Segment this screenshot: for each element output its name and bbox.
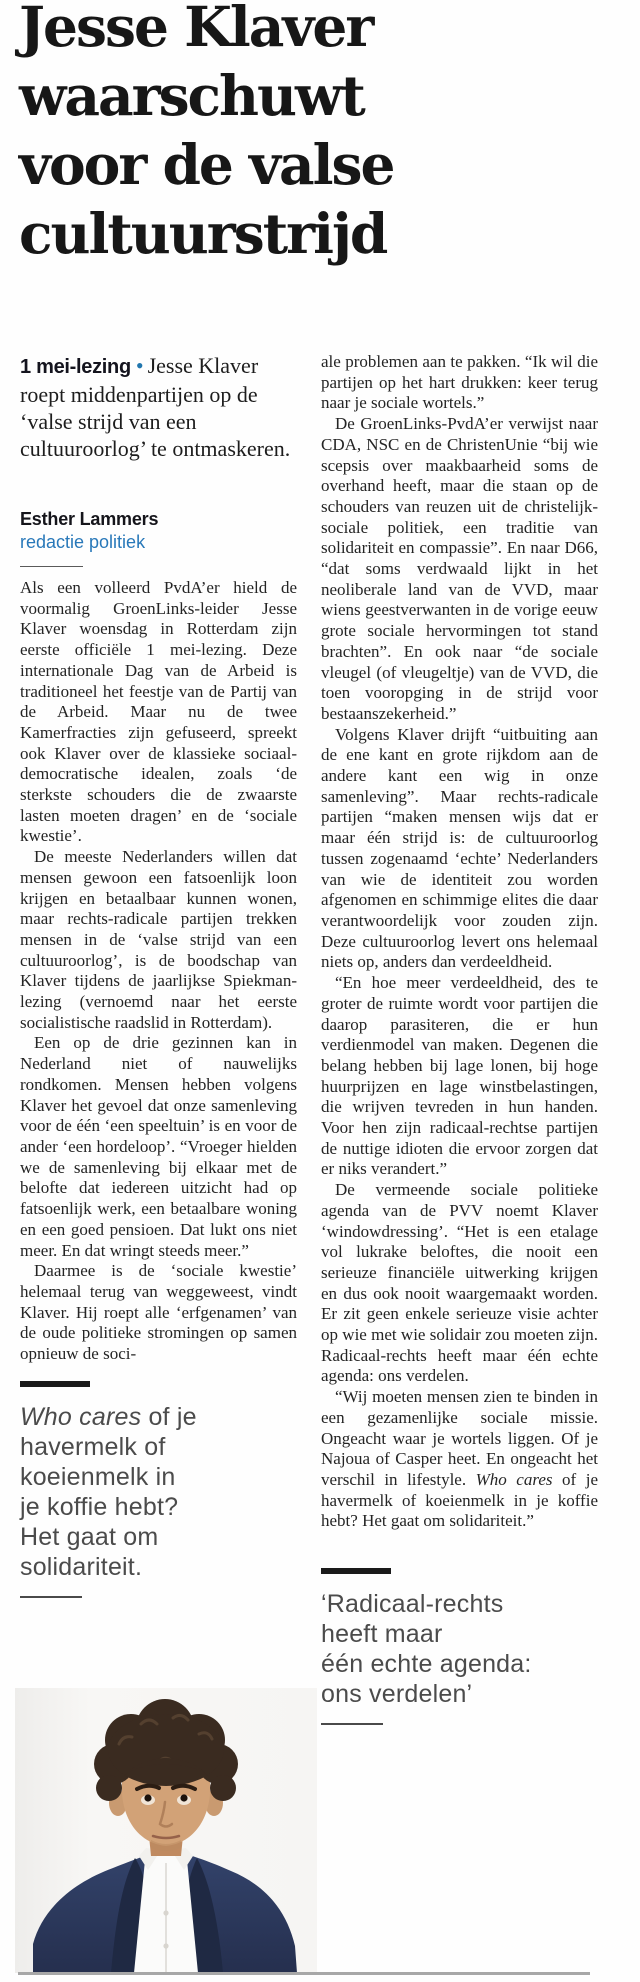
article-body-right bbox=[321, 352, 598, 1532]
pullquote-line: Who cares of je bbox=[20, 1402, 197, 1431]
pullquote-line: ‘Radicaal-rechts bbox=[321, 1590, 504, 1619]
pullquote-text bbox=[321, 1589, 598, 1709]
body-paragraph: De meeste Nederlanders willen dat mensen gewoon een fatsoenlijk loon krijgen en betaalbaar kunnen wonen, maar rechts-radicale partijen trekken mensen in de ‘valse strijd van een cultuuroorlog’, is de boodschap van Klaver tijdens de jaarlijkse Spiekman-lezing (vernoemd naar het eerste socialistische raadslid in Rotterdam). bbox=[20, 847, 297, 1032]
pullquote-rule-top bbox=[20, 1381, 90, 1387]
headline-line-3: voor de valse bbox=[19, 132, 394, 197]
pullquote-main bbox=[20, 1381, 297, 1598]
kicker-bullet: • bbox=[135, 353, 144, 378]
article-column-left bbox=[20, 352, 297, 1598]
headline-line-4: cultuurstrijd bbox=[19, 201, 387, 266]
body-paragraph: “En hoe meer verdeeldheid, des te groter de ruimte wordt voor partijen die daarop parasiteren, die er hun verdienmodel van maken. Degenen die belang hebben bij lage lonen, bij hoge huurprijzen en lage winstbelastingen, die wrijven tevreden in hun handen. Voor hen zijn radicaal-rechtse partijen de nuttige idioten die ervoor zorgen dat er niks verandert.” bbox=[321, 973, 598, 1179]
byline-rule bbox=[20, 566, 83, 567]
pullquote-line: je koffie hebt? bbox=[20, 1492, 179, 1521]
jesse-klaver-photo bbox=[15, 1688, 317, 1973]
body-paragraph: De GroenLinks-PvdA’er verwijst naar CDA, NSC en de ChristenUnie “bij wie scepsis over maakbaarheid soms de overhand heeft, maar die staan op de schouders van reuzen uit de christelijk-sociale politiek, een traditie van solidariteit en compassie”. En naar D66, “dat soms verdwaald lijkt in het neoliberale land van de VVD, maar wiens geestverwanten in de vorige eeuw grote sociale hervormingen tot stand brachten”. En ook naar “de sociale vleugel (of vleugeltje) van de VVD, die toen vooropging in de strijd voor bestaanszekerheid.” bbox=[321, 414, 598, 723]
page-bottom-rule bbox=[18, 1972, 590, 1975]
author-role: redactie politiek bbox=[20, 532, 146, 552]
pullquote-side bbox=[321, 1568, 598, 1725]
body-paragraph: De vermeende sociale politieke agenda van de PVV noemt Klaver ‘windowdressing’. “Het is een etalage vol lukrake beloftes, die nooit een serieuze financiële uitwerking krijgen en dus ook nooit waargemaakt worden. Er zit geen enkele serieuze visie achter op wie met wie solidair zou moeten zijn. Radicaal-rechts heeft maar één echte agenda: ons verdelen. bbox=[321, 1180, 598, 1386]
pullquote-line: solidariteit. bbox=[20, 1552, 143, 1581]
headline-line-1: Jesse Klaver bbox=[19, 0, 373, 59]
body-paragraph: Als een volleerd PvdA’er hield de voormalig GroenLinks-leider Jesse Klaver woensdag in Rotterdam zijn eerste officiële 1 mei-lezing. Deze internationale Dag van de Arbeid is traditioneel het feestje van de Partij van de Arbeid. Maar nu de twee Kamerfracties zijn gefuseerd, spreekt ook Klaver over de klassieke sociaal-democratische idealen, zoals ‘de sterkste schouders die de zwaarste lasten moeten dragen’ en de ‘sociale kwestie’. bbox=[20, 578, 297, 846]
body-paragraph: Een op de drie gezinnen kan in Nederland niet of nauwelijks rondkomen. Mensen hebben volgens Klaver het gevoel dat onze samenleving voor de één ‘een speeltuin’ is en voor de ander ‘een hordeloop’. “Vroeger hielden we de samenleving bij elkaar met de belofte dat iedereen uitzicht had op fatsoenlijk werk, een betaalbare woning en een goed pensioen. Dat lukt ons niet meer. En dat wringt steeds meer.” bbox=[20, 1033, 297, 1260]
pullquote-rule-top bbox=[321, 1568, 391, 1574]
pullquote-line: heeft maar bbox=[321, 1620, 443, 1649]
article-column-right bbox=[321, 352, 598, 1725]
body-paragraph: Volgens Klaver drijft “uitbuiting aan de ene kant en grote rijkdom aan de andere kant een wig in onze samenleving”. Maar rechts-radicale partijen “maken mensen wijs dat er maar één strijd is: de cultuuroorlog tussen zogenaamd ‘echte’ Nederlanders van wie de identiteit zou worden afgenomen en schimmige elites die daar verantwoordelijk voor zouden zijn. Deze cultuuroorlog levert ons helemaal niets op, anders dan verdeeldheid. bbox=[321, 724, 598, 972]
pullquote-text bbox=[20, 1402, 297, 1582]
intro-text: Jesse Klaver roept middenpartijen op de ‘valse strijd van een cultuuroorlog’ te ontmaskeren. bbox=[20, 353, 291, 461]
article-body-left bbox=[20, 578, 297, 1365]
pullquote-line: ons verdelen’ bbox=[321, 1680, 473, 1709]
pullquote-rule-bottom bbox=[321, 1723, 383, 1725]
author-name: Esther Lammers bbox=[20, 509, 159, 529]
pullquote-line: koeienmelk in bbox=[20, 1462, 176, 1491]
body-paragraph: ale problemen aan te pakken. “Ik wil die partijen op het hart drukken: keer terug naar je sociale wortels.” bbox=[321, 352, 598, 413]
kicker-label: 1 mei-lezing bbox=[20, 356, 131, 378]
headline-line-2: waarschuwt bbox=[19, 63, 364, 128]
intro-paragraph bbox=[20, 352, 297, 462]
body-paragraph-final: “Wij moeten mensen zien te binden in een gezamenlijke sociale missie. Ongeacht waar je wortels liggen. Of je Najoua of Casper heet. En ongeacht het verschil in lifestyle. Who cares of je havermelk of koeienmelk in je koffie hebt? Het gaat om solidariteit.” bbox=[321, 1387, 598, 1531]
article-headline bbox=[19, 0, 624, 268]
byline bbox=[20, 509, 297, 567]
body-paragraph: Daarmee is de ‘sociale kwestie’ helemaal terug van weggeweest, vindt Klaver. Hij roept alle ‘erfgenamen’ van de oude politieke stromingen op samen opnieuw de soci- bbox=[20, 1261, 297, 1364]
pullquote-line: havermelk of bbox=[20, 1432, 166, 1461]
pullquote-rule-bottom bbox=[20, 1596, 82, 1598]
pullquote-line: Het gaat om bbox=[20, 1522, 159, 1551]
pullquote-line: één echte agenda: bbox=[321, 1650, 532, 1679]
